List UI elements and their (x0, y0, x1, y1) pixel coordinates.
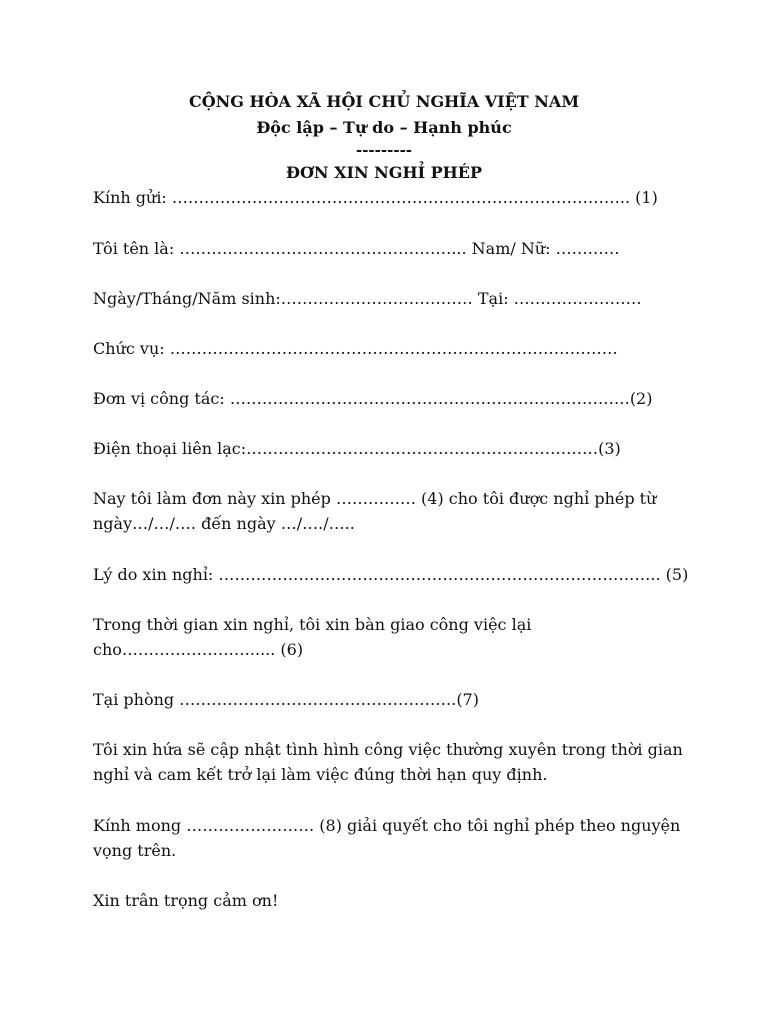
field-chuc-vu: Chức vụ: ………………………………………………………………………… (93, 339, 618, 358)
field-ngay-sinh: Ngày/Tháng/Năm sinh:……………………………… Tại: …………………… (93, 289, 642, 308)
field-kinh-gui: Kính gửi: ………………………………………………………………………….. (1) (93, 188, 658, 207)
closing-thanks: Xin trân trọng cảm ơn! (93, 891, 279, 910)
field-tai-phong: Tại phòng …………………………………………….(7) (93, 690, 479, 709)
heading-separator: --------- (355, 141, 413, 159)
paragraph-xin-phep: Nay tôi làm đơn này xin phép …………… (4) cho tôi được nghỉ phép từ ngày…/…/…. đến ngày …/…./….. (93, 489, 657, 533)
field-dien-thoai: Điện thoại liên lạc:…………………………………………………………(3) (93, 439, 621, 458)
nation-heading: CỘNG HÒA XÃ HỘI CHỦ NGHĨA VIỆT NAM (188, 92, 580, 111)
paragraph-kinh-mong: Kính mong …………………… (8) giải quyết cho tôi nghỉ phép theo nguyện vọng trên. (93, 816, 681, 860)
motto-heading: Độc lập – Tự do – Hạnh phúc (256, 118, 512, 137)
document-title: ĐƠN XIN NGHỈ PHÉP (285, 163, 483, 182)
paragraph-ban-giao: Trong thời gian xin nghỉ, tôi xin bàn giao công việc lại cho……………………..... (6) (93, 615, 532, 659)
field-ly-do: Lý do xin nghỉ: ……………………………………………………………………….. (5) (93, 565, 689, 584)
paragraph-cam-ket: Tôi xin hứa sẽ cập nhật tình hình công việc thường xuyên trong thời gian nghỉ và cam kết trở lại làm việc đúng thời hạn quy định. (93, 740, 683, 784)
field-ten: Tôi tên là: ……………………………………………... Nam/ Nữ: ………… (93, 239, 620, 258)
field-don-vi: Đơn vị công tác: …………………………………………………………………(2) (93, 389, 653, 408)
